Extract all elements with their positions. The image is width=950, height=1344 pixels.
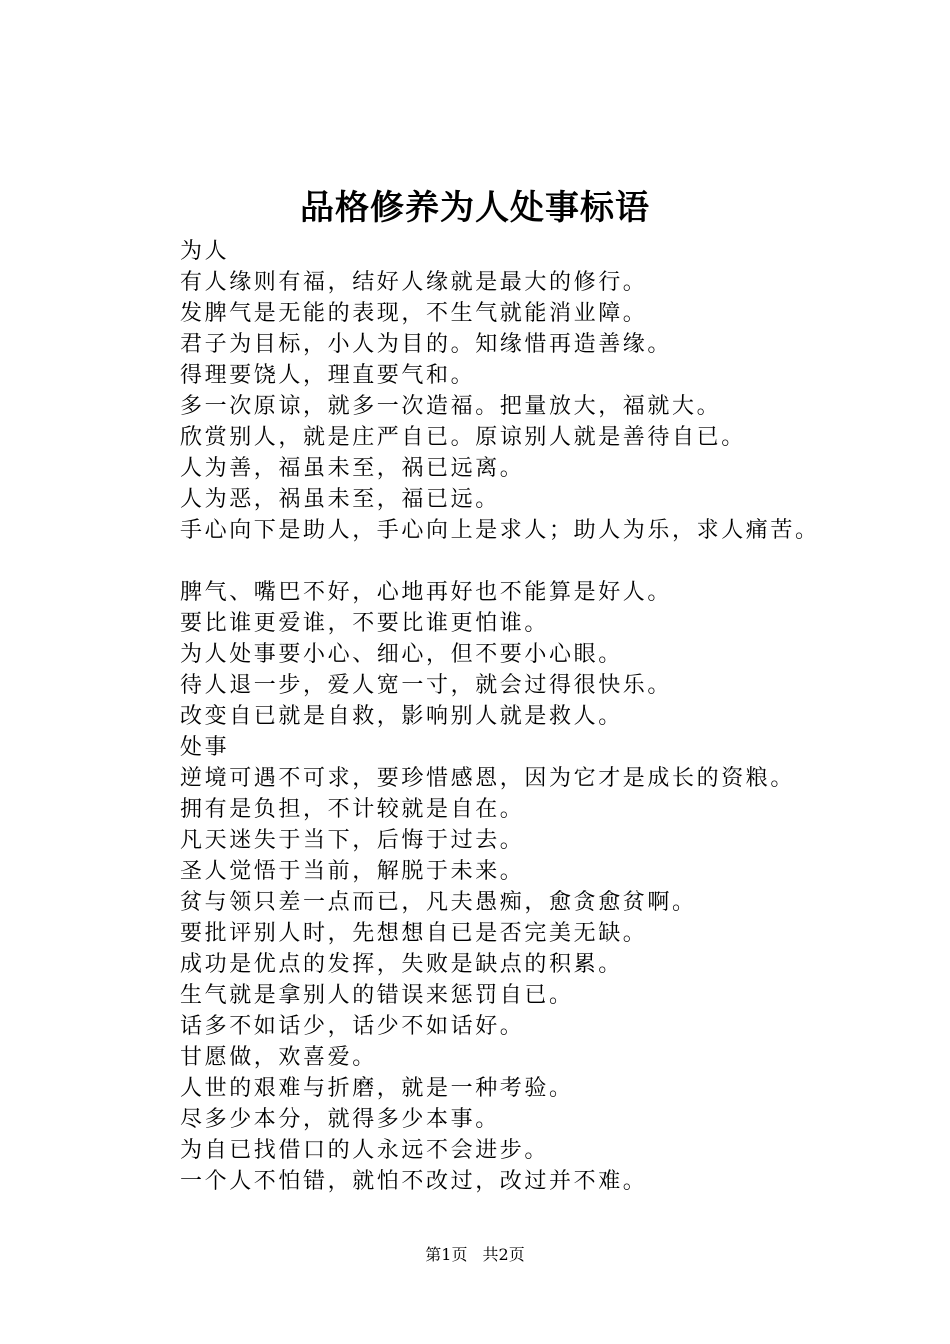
text-line: 脾气、嘴巴不好，心地再好也不能算是好人。 <box>180 580 673 605</box>
text-line: 为自已找借口的人永远不会进步。 <box>180 1138 550 1163</box>
text-line: 多一次原谅，就多一次造福。把量放大，福就大。 <box>180 394 722 419</box>
text-line: 得理要饶人，理直要气和。 <box>180 363 476 388</box>
section-heading: 处事 <box>180 735 230 760</box>
document-title: 品格修养为人处事标语 <box>300 188 650 228</box>
text-line: 改变自已就是自救，影响别人就是救人。 <box>180 704 623 729</box>
page-total: 共2页 <box>482 1245 525 1264</box>
blank-line <box>180 546 940 577</box>
text-line: 要批评别人时，先想想自已是否完美无缺。 <box>180 921 648 946</box>
text-line: 拥有是负担，不计较就是自在。 <box>180 797 525 822</box>
text-line: 君子为目标，小人为目的。知缘惜再造善缘。 <box>180 332 673 357</box>
text-line: 手心向下是助人，手心向上是求人；助人为乐，求人痛苦。 <box>180 518 820 543</box>
text-line: 一个人不怕错，就怕不改过，改过并不难。 <box>180 1169 648 1194</box>
text-line: 贫与领只差一点而已，凡夫愚痴，愈贪愈贫啊。 <box>180 890 697 915</box>
text-line: 要比谁更爱谁，不要比谁更怕谁。 <box>180 611 550 636</box>
section-heading: 为人 <box>180 239 230 264</box>
page-footer <box>0 1244 950 1266</box>
page-number: 第1页 <box>425 1245 468 1264</box>
text-line: 话多不如话少，话少不如话好。 <box>180 1014 525 1039</box>
text-line: 人世的艰难与折磨，就是一种考验。 <box>180 1076 574 1101</box>
text-line: 圣人觉悟于当前，解脱于未来。 <box>180 859 525 884</box>
text-line: 有人缘则有福，结好人缘就是最大的修行。 <box>180 270 648 295</box>
text-line: 凡天迷失于当下，后悔于过去。 <box>180 828 525 853</box>
text-line: 待人退一步，爱人宽一寸，就会过得很快乐。 <box>180 673 673 698</box>
text-line: 生气就是拿别人的错误来惩罚自已。 <box>180 983 574 1008</box>
text-line: 尽多少本分，就得多少本事。 <box>180 1107 500 1132</box>
text-line: 欣赏别人，就是庄严自已。原谅别人就是善待自已。 <box>180 425 746 450</box>
text-line: 发脾气是无能的表现，不生气就能消业障。 <box>180 301 648 326</box>
text-line: 逆境可遇不可求，要珍惜感恩，因为它才是成长的资粮。 <box>180 766 796 791</box>
text-line: 人为恶，祸虽未至，福已远。 <box>180 487 500 512</box>
text-line: 人为善，福虽未至，祸已远离。 <box>180 456 525 481</box>
text-line: 成功是优点的发挥，失败是缺点的积累。 <box>180 952 623 977</box>
document-body <box>180 236 940 1197</box>
text-line: 甘愿做，欢喜爱。 <box>180 1045 377 1070</box>
text-line: 为人处事要小心、细心，但不要小心眼。 <box>180 642 623 667</box>
